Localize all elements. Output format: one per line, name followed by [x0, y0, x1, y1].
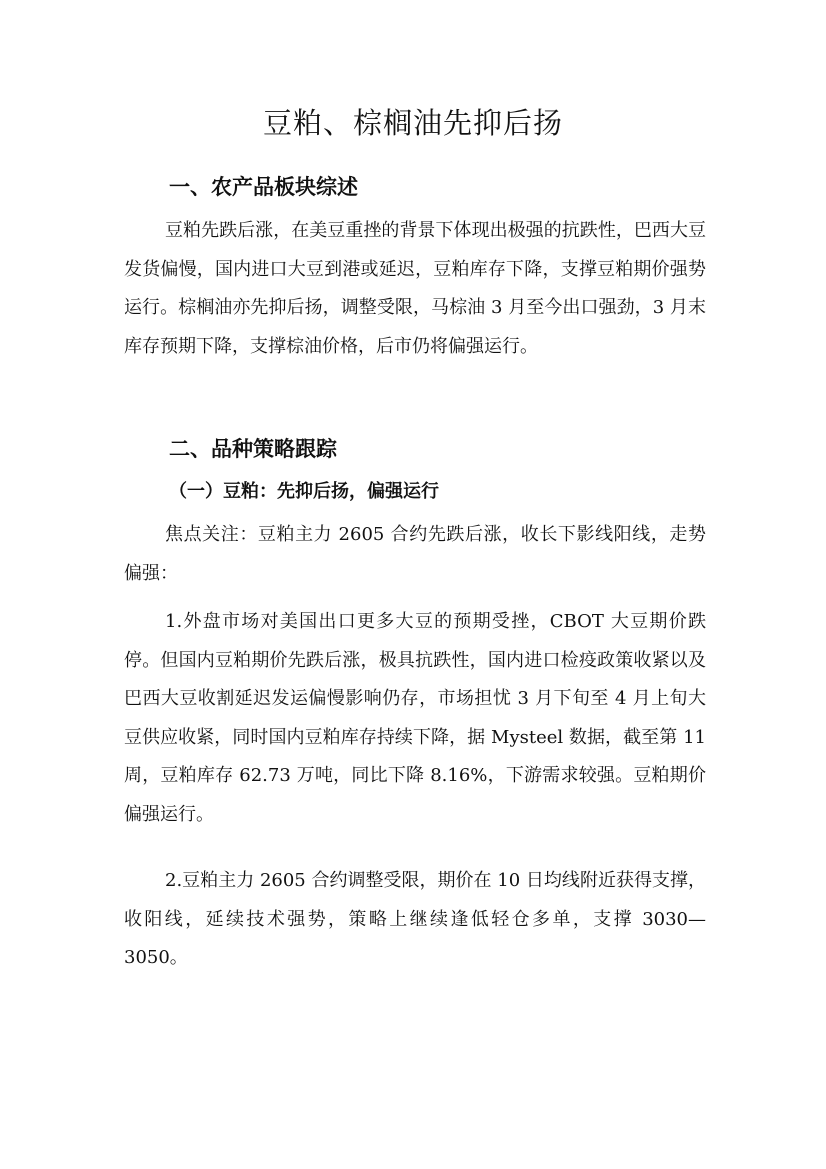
- document-title: 豆粕、棕榈油先抑后扬: [262, 106, 563, 140]
- overview-paragraph: 豆粕先跌后涨，在美豆重挫的背景下体现出极强的抗跌性，巴西大豆发货偏慢，国内进口大豆到港或延迟，豆粕库存下降，支撑豆粕期价强势运行。棕榈油亦先抑后扬，调整受限，马棕油 3 月至今出口强劲，3 月末库存预期下降，支撑棕油价格，后市仍将偏强运行。: [124, 220, 706, 357]
- subsection-heading-soymeal: （一）豆粕：先抑后扬，偏强运行: [169, 481, 439, 502]
- section-heading-strategy: 二、品种策略跟踪: [169, 437, 337, 461]
- point-2-paragraph: 2.豆粕主力 2605 合约调整受限，期价在 10 日均线附近获得支撑，收阳线，延续技术强势，策略上继续逢低轻仓多单，支撑 3030—3050。: [124, 870, 706, 968]
- focus-paragraph: 焦点关注：豆粕主力 2605 合约先跌后涨，收长下影线阳线，走势偏强：: [124, 524, 706, 584]
- point-1-paragraph: 1.外盘市场对美国出口更多大豆的预期受挫，CBOT 大豆期价跌停。但国内豆粕期价先跌后涨，极具抗跌性，国内进口检疫政策收紧以及巴西大豆收割延迟发运偏慢影响仍存，市场担忧 3 月下旬至 4 月上旬大豆供应收紧，同时国内豆粕库存持续下降，据 Mysteel 数据，截至第 11 周，豆粕库存 62.73 万吨，同比下降 8.16%，下游需求较强。豆粕期价偏强运行。: [124, 611, 706, 825]
- section-heading-overview: 一、农产品板块综述: [169, 175, 358, 199]
